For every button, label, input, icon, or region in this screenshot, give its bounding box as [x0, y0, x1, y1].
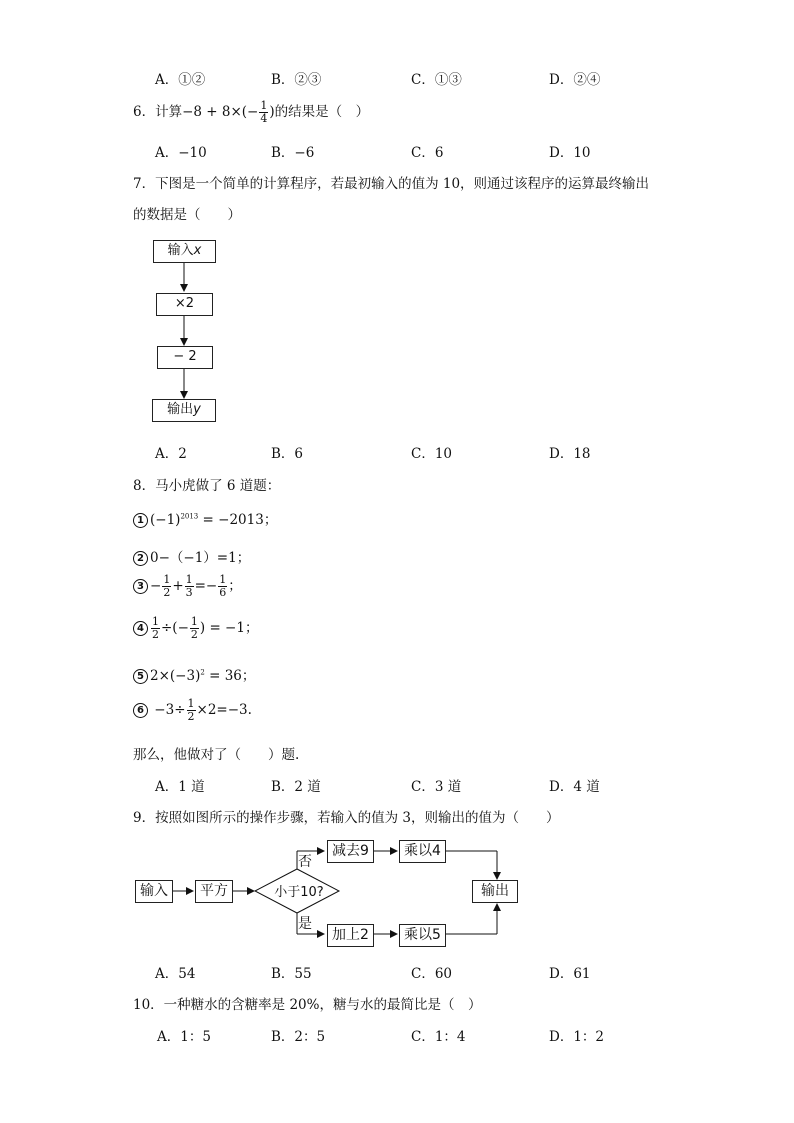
q9-square-box: 平方: [195, 880, 233, 903]
q8-item6-frac: [187, 698, 196, 723]
circled-number-icon: 6: [133, 703, 148, 718]
q7-option-d: D．18: [549, 446, 591, 462]
q7-output-var: y: [193, 402, 201, 417]
q6-fraction: [259, 100, 268, 125]
q8-item2-text: 0−（−1）=1；: [150, 550, 251, 566]
frac-num: 1: [190, 615, 198, 628]
frac-den: 3: [185, 586, 193, 599]
frac-num: 1: [163, 573, 171, 586]
q7-input-var: x: [193, 243, 202, 258]
q6-option-d: D．10: [549, 145, 591, 161]
q8-item1-base: (−1): [150, 512, 181, 528]
q7-output-label: 输出: [167, 402, 194, 417]
frac-den: 2: [190, 628, 198, 641]
q9-option-c: C．60: [411, 966, 453, 982]
q8-item5-base: 2×(−3): [150, 668, 201, 684]
q9-options: [155, 962, 635, 982]
q9-stem: 9．按照如图所示的操作步骤，若输入的值为 3，则输出的值为（ ）: [133, 810, 560, 826]
q5-options: [155, 68, 635, 88]
q8-option-b: B．2 道: [271, 779, 321, 795]
frac-num: 1: [187, 697, 195, 710]
q8-item6-lead: −3÷: [150, 702, 186, 718]
q8-item6-end: ×2=−3.: [196, 702, 252, 718]
q9-option-d: D．61: [549, 966, 591, 982]
q9-decision-label: 小于10?: [274, 885, 324, 900]
q10-option-c: C．1：4: [411, 1029, 466, 1045]
q7-option-b: B．6: [271, 446, 304, 462]
q8-option-d: D．4 道: [549, 779, 600, 795]
q6-stem: [133, 100, 369, 125]
frac-den: 2: [152, 628, 159, 641]
q8-item-5: [133, 664, 255, 684]
q7-options: [155, 442, 635, 462]
q8-item3-plus: +: [172, 578, 184, 594]
q7-input-label: 输入: [167, 243, 194, 258]
q6-frac-den: 4: [260, 112, 268, 125]
q8-item1-rest: = −2013；: [198, 512, 278, 528]
q7-input-box: [153, 240, 216, 263]
q9-multiply4-box: 乘以4: [399, 840, 446, 863]
q9-option-a: A．54: [155, 966, 196, 982]
q6-suffix: 的结果是（ ）: [274, 104, 370, 120]
q10-option-a: A．1：5: [157, 1029, 211, 1045]
q7-option-a: A．2: [155, 446, 187, 462]
q6-option-c: C．6: [411, 145, 444, 161]
q5-option-c: C．①③: [411, 72, 462, 88]
q7-times2-box: ×2: [156, 293, 213, 316]
q6-expr-tail: ): [269, 104, 275, 120]
q9-yes-label: 是: [298, 916, 312, 932]
q8-item4-end: ) = −1；: [199, 620, 259, 636]
q8-item5-rest: = 36；: [204, 668, 256, 684]
q8-item5-exp: 2: [200, 668, 205, 677]
frac-den: 2: [187, 710, 195, 723]
q8-option-c: C．3 道: [411, 779, 462, 795]
q8-item3-frac1: [162, 574, 171, 599]
q7-stem-line1: 7．下图是一个简单的计算程序，若最初输入的值为 10，则通过该程序的运算最终输出: [133, 176, 650, 192]
q6-expr-lead: −8 + 8×(−: [182, 104, 259, 120]
q10-option-b: B．2：5: [271, 1029, 326, 1045]
q10-option-d: D．1：2: [549, 1029, 605, 1045]
q8-item-3: [133, 574, 242, 599]
q8-item4-mid: ÷(−: [161, 620, 189, 636]
circled-number-icon: 1: [133, 513, 148, 528]
q8-item3-end: ；: [228, 578, 242, 594]
q9-option-b: B．55: [271, 966, 312, 982]
circled-number-icon: 5: [133, 669, 148, 684]
q8-item4-frac1: [151, 616, 160, 641]
frac-num: 1: [152, 615, 159, 628]
q8-item-2: [133, 546, 250, 566]
q8-option-a: A．1 道: [155, 779, 205, 795]
q5-option-b: B．②③: [271, 72, 322, 88]
q6-frac-num: 1: [260, 99, 268, 112]
q8-options: [155, 775, 635, 795]
q9-input-box: 输入: [135, 880, 173, 903]
circled-number-icon: 3: [133, 579, 148, 594]
q6-option-b: B．−6: [271, 145, 315, 161]
q5-option-d: D．②④: [549, 72, 601, 88]
q8-item3-frac2: [185, 574, 194, 599]
q7-stem-line2: 的数据是（ ）: [133, 207, 241, 223]
q8-item1-exp: 2013: [180, 512, 199, 521]
circled-number-icon: 4: [133, 621, 148, 636]
q5-option-a: A．①②: [155, 72, 206, 88]
q6-options: [155, 141, 635, 161]
q6-option-a: A．−10: [155, 145, 207, 161]
frac-num: 1: [185, 573, 193, 586]
frac-num: 1: [219, 573, 227, 586]
q8-item-6: [133, 698, 252, 723]
q10-stem: 10．一种糖水的含糖率是 20%，糖与水的最简比是（ ）: [133, 997, 482, 1013]
q9-output-box: 输出: [472, 880, 518, 903]
frac-den: 6: [219, 586, 227, 599]
frac-den: 2: [163, 586, 171, 599]
q8-item-4: [133, 616, 258, 641]
q7-output-box: [152, 399, 216, 422]
circled-number-icon: 2: [133, 551, 148, 566]
q9-no-label: 否: [298, 854, 312, 870]
q8-conclusion: 那么，他做对了（ ）题.: [133, 747, 300, 763]
q10-options: [157, 1025, 637, 1045]
q8-item3-minus: −: [150, 578, 162, 594]
q9-multiply5-box: 乘以5: [399, 924, 446, 947]
q6-prefix: 6．计算: [133, 104, 183, 120]
q8-stem: 8．马小虎做了 6 道题：: [133, 478, 281, 494]
q9-add2-box: 加上2: [327, 924, 374, 947]
q8-item3-frac3: [218, 574, 227, 599]
q9-subtract9-box: 减去9: [327, 840, 374, 863]
q8-item-1: [133, 508, 277, 528]
q8-item4-frac2: [190, 616, 199, 641]
q7-option-c: C．10: [411, 446, 453, 462]
q7-minus2-box: − 2: [157, 346, 213, 369]
q8-item3-eq: =−: [194, 578, 218, 594]
